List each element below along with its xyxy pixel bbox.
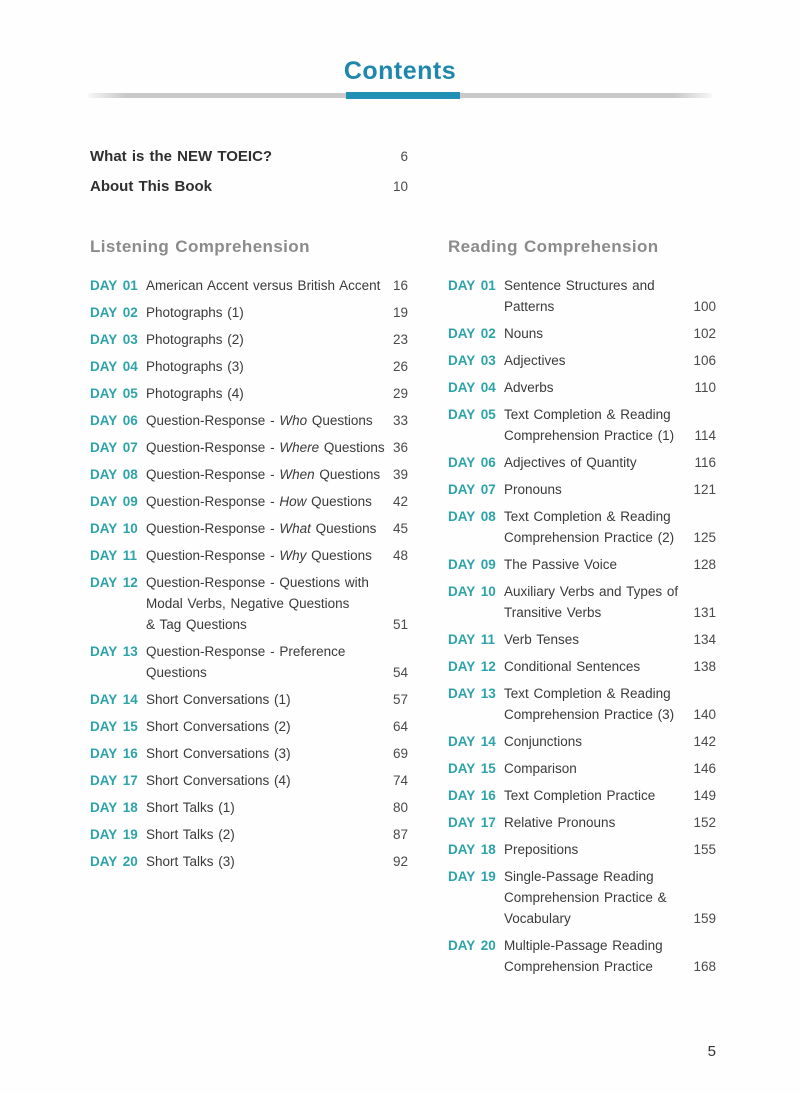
- toc-entry-title: [146, 716, 382, 737]
- toc-entry-title: [504, 812, 689, 833]
- toc-entry-day: DAY 08: [90, 466, 138, 482]
- plain-text: Questions: [319, 439, 385, 455]
- toc-entry-page: 149: [693, 787, 716, 803]
- toc-entry-title-line: [504, 731, 689, 752]
- toc-entry-day: DAY 16: [448, 787, 496, 803]
- toc-entry-title-line: [504, 908, 689, 929]
- front-matter-row: [90, 148, 408, 165]
- plain-text: Conjunctions: [504, 733, 583, 749]
- toc-entry-title-line: [504, 479, 689, 500]
- toc-entry: [448, 506, 716, 548]
- toc-entry-title-line: [146, 593, 382, 614]
- toc-entry-title: [504, 350, 689, 371]
- toc-entry-page: 69: [392, 745, 408, 761]
- toc-entry-page: 51: [392, 616, 408, 632]
- toc-entry-page: 64: [392, 718, 408, 734]
- toc-entry-page: 116: [694, 454, 716, 470]
- front-matter-page: 10: [392, 178, 408, 194]
- toc-entry-page: 19: [392, 304, 408, 320]
- entry-list: [90, 275, 408, 872]
- toc-entry-title-line: [504, 377, 690, 398]
- toc-entry-title: [504, 581, 689, 623]
- plain-text: Questions: [146, 664, 207, 680]
- toc-entry-title-line: [146, 410, 382, 431]
- page-header: [0, 0, 800, 98]
- plain-text: Text Completion & Reading: [504, 508, 671, 524]
- toc-entry-title-line: [504, 350, 689, 371]
- plain-text: Question-Response - Preference: [146, 643, 346, 659]
- toc-entry: [448, 554, 716, 575]
- toc-entry-title: [504, 785, 689, 806]
- toc-entry-page: 140: [693, 706, 716, 722]
- toc-entry-page: 168: [693, 958, 716, 974]
- toc-entry-title-line: [504, 935, 689, 956]
- toc-entry: [448, 785, 716, 806]
- front-matter-page: 6: [400, 148, 408, 164]
- toc-entry-day: DAY 06: [448, 454, 496, 470]
- toc-entry-day: DAY 09: [90, 493, 138, 509]
- toc-entry-title: [146, 572, 382, 635]
- plain-text: Photographs (1): [146, 304, 244, 320]
- toc-entry-title-line: [146, 518, 382, 539]
- toc-entry-title: [504, 404, 690, 446]
- toc-entry: [448, 377, 716, 398]
- front-matter: [90, 148, 408, 195]
- toc-entry: [448, 731, 716, 752]
- toc-entry-title-line: [504, 581, 689, 602]
- toc-entry-title: [504, 758, 689, 779]
- plain-text: Question-Response -: [146, 439, 280, 455]
- toc-entry-day: DAY 04: [448, 379, 496, 395]
- toc-entry-title-line: [504, 656, 689, 677]
- toc-entry-title-line: [146, 851, 382, 872]
- toc-entry: [90, 770, 408, 791]
- toc-entry-title-line: [146, 689, 382, 710]
- toc-entry-title-line: [504, 452, 690, 473]
- toc-entry-day: DAY 05: [448, 406, 496, 422]
- toc-entry-title-line: [146, 662, 382, 683]
- toc-entry-page: 42: [392, 493, 408, 509]
- toc-entry-page: 36: [392, 439, 408, 455]
- plain-text: Comparison: [504, 760, 577, 776]
- toc-entry-day: DAY 20: [448, 937, 496, 953]
- toc-entry-title-line: [146, 329, 382, 350]
- plain-text: Question-Response -: [146, 412, 280, 428]
- page-number: 5: [707, 1043, 716, 1060]
- toc-entry-title-line: [504, 296, 689, 317]
- toc-entry-title: [146, 545, 382, 566]
- toc-entry-day: DAY 07: [448, 481, 496, 497]
- plain-text: Relative Pronouns: [504, 814, 616, 830]
- toc-entry-page: 106: [693, 352, 716, 368]
- toc-entry-title: [146, 302, 382, 323]
- plain-text: American Accent versus British Accent: [146, 277, 381, 293]
- toc-entry-page: 45: [392, 520, 408, 536]
- plain-text: Auxiliary Verbs and Types of: [504, 583, 679, 599]
- plain-text: Prepositions: [504, 841, 579, 857]
- toc-entry-title-line: [504, 554, 689, 575]
- toc-entry-title-line: [146, 356, 382, 377]
- toc-entry-page: 102: [693, 325, 716, 341]
- toc-entry-title-line: [504, 758, 689, 779]
- toc-entry-page: 142: [693, 733, 716, 749]
- toc-entry-page: 159: [693, 910, 716, 926]
- toc-entry-day: DAY 05: [90, 385, 138, 401]
- plain-text: Modal Verbs, Negative Questions: [146, 595, 350, 611]
- plain-text: Short Conversations (1): [146, 691, 291, 707]
- italic-text: Who: [279, 412, 308, 428]
- toc-entry-title: [504, 935, 689, 977]
- toc-entry-title: [146, 275, 382, 296]
- toc-entry-title-line: [146, 743, 382, 764]
- toc-entry: [90, 275, 408, 296]
- toc-entry: [448, 275, 716, 317]
- plain-text: Adjectives of Quantity: [504, 454, 637, 470]
- toc-entry-page: 134: [693, 631, 716, 647]
- toc-entry-page: 92: [392, 853, 408, 869]
- toc-entry-title: [146, 797, 382, 818]
- toc-entry-title-line: [504, 866, 689, 887]
- toc-entry-day: DAY 10: [90, 520, 138, 536]
- plain-text: Questions: [306, 493, 372, 509]
- toc-entry-title: [504, 731, 689, 752]
- plain-text: Adjectives: [504, 352, 566, 368]
- plain-text: Question-Response - Questions with: [146, 574, 369, 590]
- toc-entry-title-line: [504, 527, 689, 548]
- italic-text: How: [279, 493, 307, 509]
- toc-entry-title-line: [146, 491, 382, 512]
- plain-text: Adverbs: [504, 379, 554, 395]
- toc-entry-title: [504, 275, 689, 317]
- toc-entry-day: DAY 15: [448, 760, 496, 776]
- toc-entry-title-line: [504, 323, 689, 344]
- toc-entry-day: DAY 01: [448, 277, 496, 293]
- toc-entry-title: [504, 377, 690, 398]
- plain-text: Photographs (4): [146, 385, 244, 401]
- toc-entry-title-line: [504, 629, 689, 650]
- section-reading-comprehension: [448, 237, 716, 983]
- plain-text: Photographs (3): [146, 358, 244, 374]
- toc-entry-title-line: [146, 797, 382, 818]
- toc-entry-day: DAY 01: [90, 277, 138, 293]
- toc-entry-day: DAY 10: [448, 583, 496, 599]
- toc-entry-title: [146, 743, 382, 764]
- toc-entry-day: DAY 17: [448, 814, 496, 830]
- toc-entry-title-line: [504, 956, 689, 977]
- toc-entry-title-line: [146, 641, 382, 662]
- toc-entry-title: [146, 329, 382, 350]
- toc-entry: [448, 350, 716, 371]
- plain-text: Text Completion Practice: [504, 787, 656, 803]
- toc-entry: [448, 323, 716, 344]
- toc-entry: [90, 641, 408, 683]
- toc-entry-title-line: [504, 683, 689, 704]
- plain-text: Questions: [306, 547, 372, 563]
- toc-entry-title: [504, 452, 690, 473]
- toc-entry: [90, 356, 408, 377]
- plain-text: Patterns: [504, 298, 555, 314]
- toc-entry-page: 74: [392, 772, 408, 788]
- toc-entry-day: DAY 06: [90, 412, 138, 428]
- italic-text: Where: [279, 439, 320, 455]
- toc-entry-page: 121: [693, 481, 716, 497]
- toc-entry-page: 138: [693, 658, 716, 674]
- plain-text: Pronouns: [504, 481, 562, 497]
- toc-entry: [448, 812, 716, 833]
- toc-entry: [90, 491, 408, 512]
- plain-text: Question-Response -: [146, 466, 280, 482]
- toc-entry-title-line: [504, 602, 689, 623]
- toc-entry-title-line: [504, 275, 689, 296]
- plain-text: Question-Response -: [146, 493, 280, 509]
- plain-text: Comprehension Practice (2): [504, 529, 675, 545]
- toc-entry-page: 100: [693, 298, 716, 314]
- toc-entry-title-line: [146, 824, 382, 845]
- toc-entry-day: DAY 07: [90, 439, 138, 455]
- section-listening-comprehension: [90, 237, 408, 983]
- toc-entry-day: DAY 14: [90, 691, 138, 707]
- toc-entry: [448, 935, 716, 977]
- toc-entry-title-line: [504, 839, 689, 860]
- plain-text: Vocabulary: [504, 910, 571, 926]
- entry-list: [448, 275, 716, 977]
- toc-entry-title-line: [504, 425, 690, 446]
- toc-entry: [448, 683, 716, 725]
- toc-entry-page: 23: [392, 331, 408, 347]
- section-heading: Reading Comprehension: [448, 236, 659, 256]
- toc-entry-title: [146, 689, 382, 710]
- plain-text: Transitive Verbs: [504, 604, 602, 620]
- toc-entry-day: DAY 09: [448, 556, 496, 572]
- toc-entry: [90, 545, 408, 566]
- title-divider: [88, 93, 712, 98]
- toc-entry-title-line: [504, 887, 689, 908]
- plain-text: Comprehension Practice &: [504, 889, 667, 905]
- italic-text: What: [279, 520, 311, 536]
- toc-entry-title-line: [504, 812, 689, 833]
- plain-text: Conditional Sentences: [504, 658, 641, 674]
- title-divider-accent: [346, 92, 460, 99]
- toc-entry-page: 128: [693, 556, 716, 572]
- toc-entry-day: DAY 03: [448, 352, 496, 368]
- toc-entry: [90, 383, 408, 404]
- plain-text: & Tag Questions: [146, 616, 247, 632]
- toc-entry-title: [504, 479, 689, 500]
- toc-entry-page: 16: [392, 277, 408, 293]
- italic-text: When: [279, 466, 315, 482]
- toc-entry: [448, 404, 716, 446]
- plain-text: Photographs (2): [146, 331, 244, 347]
- toc-entry: [448, 452, 716, 473]
- toc-entry-day: DAY 19: [90, 826, 138, 842]
- toc-entry: [90, 302, 408, 323]
- plain-text: Short Talks (3): [146, 853, 235, 869]
- toc-entry: [448, 581, 716, 623]
- plain-text: Multiple-Passage Reading: [504, 937, 663, 953]
- plain-text: Question-Response -: [146, 547, 280, 563]
- toc-entry-title: [146, 824, 382, 845]
- toc-entry: [448, 839, 716, 860]
- plain-text: Text Completion & Reading: [504, 406, 671, 422]
- toc-entry: [90, 410, 408, 431]
- plain-text: Nouns: [504, 325, 544, 341]
- toc-entry-title: [504, 683, 689, 725]
- toc-entry-day: DAY 13: [90, 643, 138, 659]
- toc-entry-page: 152: [693, 814, 716, 830]
- toc-entry-page: 54: [392, 664, 408, 680]
- toc-entry-title: [504, 866, 689, 929]
- plain-text: Comprehension Practice (1): [504, 427, 675, 443]
- plain-text: Verb Tenses: [504, 631, 580, 647]
- plain-text: The Passive Voice: [504, 556, 618, 572]
- toc-entry-day: DAY 12: [448, 658, 496, 674]
- toc-entry-day: DAY 11: [448, 631, 496, 647]
- toc-entry: [90, 851, 408, 872]
- toc-entry: [90, 437, 408, 458]
- toc-entry-day: DAY 08: [448, 508, 496, 524]
- plain-text: Short Conversations (2): [146, 718, 291, 734]
- toc-entry-title: [504, 323, 689, 344]
- toc-entry: [90, 572, 408, 635]
- toc-entry-page: 26: [392, 358, 408, 374]
- toc-entry-page: 33: [392, 412, 408, 428]
- toc-entry-title: [146, 770, 382, 791]
- toc-entry-day: DAY 02: [448, 325, 496, 341]
- toc-entry: [90, 716, 408, 737]
- toc-entry-title-line: [504, 704, 689, 725]
- toc-entry-title-line: [504, 506, 689, 527]
- toc-entry-title: [146, 641, 382, 683]
- plain-text: Single-Passage Reading: [504, 868, 654, 884]
- toc-entry-title: [504, 554, 689, 575]
- toc-entry-page: 125: [693, 529, 716, 545]
- toc-entry-day: DAY 13: [448, 685, 496, 701]
- toc-entry: [448, 866, 716, 929]
- plain-text: Questions: [310, 520, 377, 536]
- toc-entry-title-line: [146, 383, 382, 404]
- toc-entry-day: DAY 20: [90, 853, 138, 869]
- toc-entry-title: [504, 506, 689, 548]
- toc-entry-title: [146, 851, 382, 872]
- toc-entry-title: [504, 629, 689, 650]
- plain-text: Questions: [307, 412, 373, 428]
- toc-entry: [90, 518, 408, 539]
- toc-entry: [90, 689, 408, 710]
- plain-text: Text Completion & Reading: [504, 685, 671, 701]
- toc-entry-day: DAY 04: [90, 358, 138, 374]
- toc-entry-title-line: [146, 437, 385, 458]
- toc-entry-day: DAY 14: [448, 733, 496, 749]
- front-matter-label: What is the NEW TOEIC?: [90, 147, 273, 165]
- toc-entry: [448, 758, 716, 779]
- toc-entry-day: DAY 12: [90, 574, 138, 590]
- toc-entry-day: DAY 18: [448, 841, 496, 857]
- toc-entry-title-line: [504, 785, 689, 806]
- toc-entry-page: 29: [392, 385, 408, 401]
- toc-entry-day: DAY 19: [448, 868, 496, 884]
- plain-text: Question-Response -: [146, 520, 280, 536]
- toc-entry-page: 80: [392, 799, 408, 815]
- plain-text: Short Conversations (3): [146, 745, 291, 761]
- plain-text: Comprehension Practice (3): [504, 706, 675, 722]
- plain-text: Sentence Structures and: [504, 277, 655, 293]
- section-heading: Listening Comprehension: [90, 236, 310, 256]
- plain-text: Short Talks (2): [146, 826, 235, 842]
- toc-entry-title-line: [146, 464, 382, 485]
- toc-entry-title: [146, 410, 382, 431]
- toc-entry: [448, 656, 716, 677]
- toc-entry-title: [146, 464, 382, 485]
- toc-entry-title: [146, 437, 385, 458]
- toc-entry-page: 146: [693, 760, 716, 776]
- plain-text: Questions: [314, 466, 381, 482]
- toc-entry-title: [504, 839, 689, 860]
- toc-entry-day: DAY 16: [90, 745, 138, 761]
- toc-entry-day: DAY 17: [90, 772, 138, 788]
- toc-columns: [90, 237, 800, 983]
- toc-entry-title-line: [146, 302, 382, 323]
- toc-entry-title-line: [146, 545, 382, 566]
- front-matter-label: About This Book: [90, 177, 212, 195]
- toc-entry: [90, 824, 408, 845]
- toc-entry-title-line: [146, 770, 382, 791]
- toc-entry-day: DAY 18: [90, 799, 138, 815]
- toc-entry-day: DAY 03: [90, 331, 138, 347]
- toc-entry: [90, 743, 408, 764]
- toc-entry-day: DAY 02: [90, 304, 138, 320]
- toc-entry-page: 39: [392, 466, 408, 482]
- toc-entry: [90, 329, 408, 350]
- front-matter-row: [90, 178, 408, 195]
- plain-text: Comprehension Practice: [504, 958, 653, 974]
- toc-entry-title: [146, 356, 382, 377]
- toc-entry-page: 48: [392, 547, 408, 563]
- toc-entry-title: [146, 383, 382, 404]
- plain-text: Short Conversations (4): [146, 772, 291, 788]
- toc-entry-title: [504, 656, 689, 677]
- toc-entry-title: [146, 518, 382, 539]
- page-title: Contents: [343, 57, 457, 85]
- toc-entry-title-line: [146, 572, 382, 593]
- italic-text: Why: [279, 547, 307, 563]
- toc-entry-day: DAY 11: [90, 547, 138, 563]
- toc-entry-title: [146, 491, 382, 512]
- toc-entry-page: 57: [392, 691, 408, 707]
- toc-entry: [90, 464, 408, 485]
- toc-entry-page: 114: [694, 427, 716, 443]
- toc-entry-page: 155: [693, 841, 716, 857]
- toc-entry-day: DAY 15: [90, 718, 138, 734]
- toc-entry-title-line: [146, 716, 382, 737]
- toc-entry: [448, 629, 716, 650]
- toc-entry: [90, 797, 408, 818]
- plain-text: Short Talks (1): [146, 799, 235, 815]
- toc-entry-title-line: [504, 404, 690, 425]
- toc-entry: [448, 479, 716, 500]
- toc-entry-page: 87: [392, 826, 408, 842]
- toc-entry-page: 110: [694, 379, 716, 395]
- toc-entry-title-line: [146, 614, 382, 635]
- toc-entry-title-line: [146, 275, 382, 296]
- toc-entry-page: 131: [693, 604, 716, 620]
